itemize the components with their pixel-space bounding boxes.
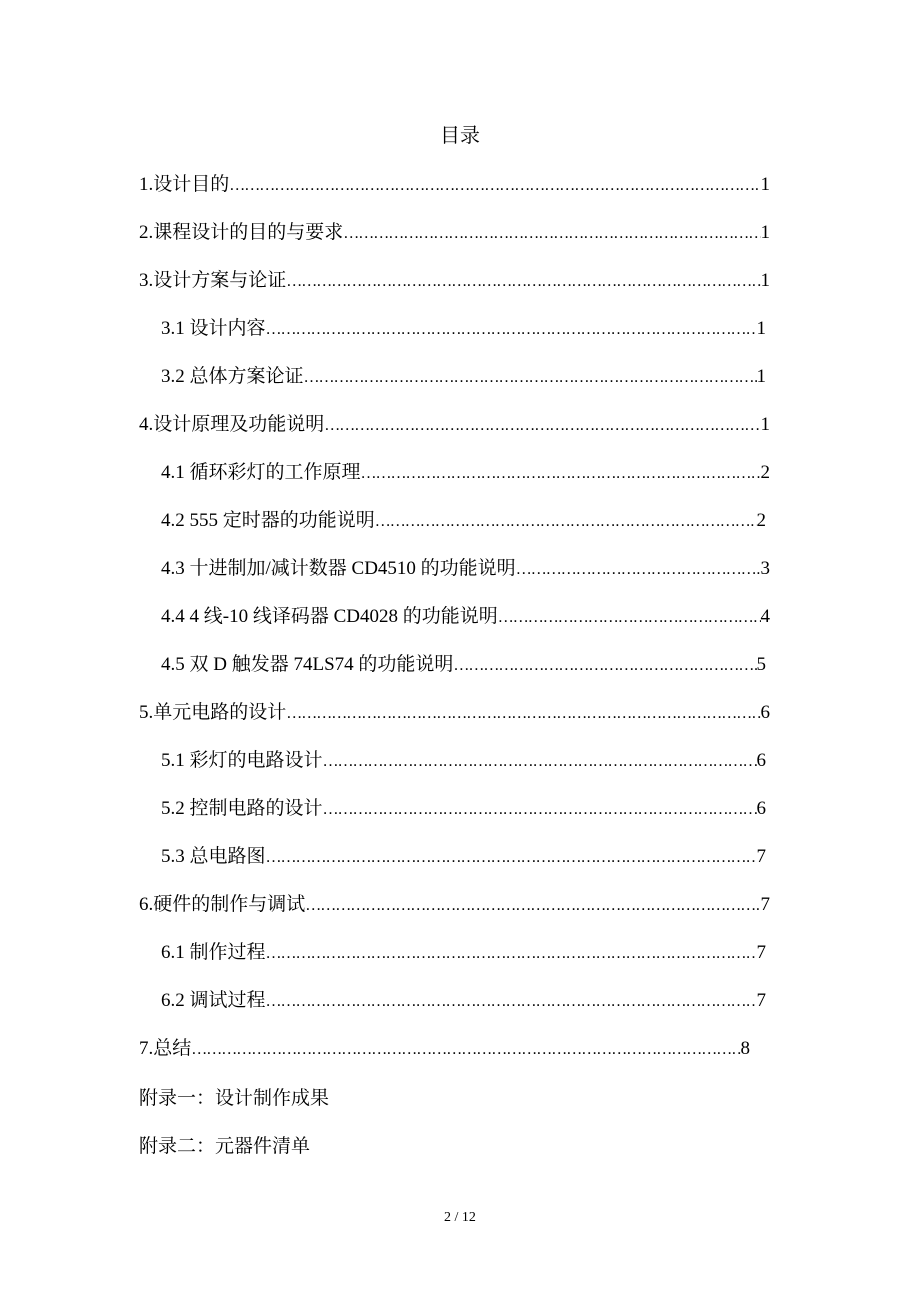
toc-entry-page: 5 xyxy=(756,654,766,675)
toc-leader-dots xyxy=(191,1035,740,1065)
toc-entry-text: 5.1 彩灯的电路设计 xyxy=(161,750,323,771)
toc-entry[interactable] xyxy=(161,986,766,1016)
toc-entry-page: 8 xyxy=(740,1038,750,1059)
toc-entry-page: 1 xyxy=(760,270,770,291)
page-title: 目录 xyxy=(440,125,480,147)
toc-entry-page: 7 xyxy=(756,942,766,963)
toc-entry[interactable] xyxy=(139,218,770,248)
toc-leader-dots xyxy=(266,987,757,1017)
toc-entry[interactable] xyxy=(161,314,766,344)
toc-leader-dots xyxy=(229,171,760,201)
toc-leader-dots xyxy=(286,267,760,297)
toc-entry-page: 2 xyxy=(756,510,766,531)
toc-entry-page: 4 xyxy=(760,606,770,627)
toc-entry[interactable] xyxy=(139,266,770,296)
appendix-item: 附录一：设计制作成果 xyxy=(139,1088,330,1109)
toc-entry-text: 6.1 制作过程 xyxy=(161,942,266,963)
toc-leader-dots xyxy=(453,651,756,681)
toc-entry-text: 4.设计原理及功能说明 xyxy=(139,414,325,435)
toc-entry-page: 1 xyxy=(760,222,770,243)
toc-leader-dots xyxy=(304,363,757,393)
toc-entry-text: 4.5 双 D 触发器 74LS74 的功能说明 xyxy=(161,654,454,675)
toc-entry-page: 1 xyxy=(756,366,766,387)
toc-entry-page: 6 xyxy=(756,798,766,819)
toc-entry-page: 1 xyxy=(760,414,770,435)
toc-entry-text: 2.课程设计的目的与要求 xyxy=(139,222,344,243)
toc-entry-text: 4.1 循环彩灯的工作原理 xyxy=(161,462,361,483)
toc-leader-dots xyxy=(305,891,760,921)
toc-leader-dots xyxy=(323,795,757,825)
toc-entry[interactable] xyxy=(161,458,770,488)
appendix-item: 附录二：元器件清单 xyxy=(139,1136,311,1157)
toc-entry-text: 3.2 总体方案论证 xyxy=(161,366,304,387)
toc-leader-dots xyxy=(343,219,760,249)
toc-entry-text: 7.总结 xyxy=(139,1038,192,1059)
toc-entry-page: 1 xyxy=(756,318,766,339)
toc-entry-text: 5.2 控制电路的设计 xyxy=(161,798,323,819)
toc-entry-page: 7 xyxy=(756,990,766,1011)
toc-leader-dots xyxy=(361,459,761,489)
toc-entry-page: 1 xyxy=(760,174,770,195)
toc-entry-text: 5.单元电路的设计 xyxy=(139,702,287,723)
toc-entry-text: 6.硬件的制作与调试 xyxy=(139,894,306,915)
toc-entry-text: 5.3 总电路图 xyxy=(161,846,266,867)
toc-entry[interactable] xyxy=(161,506,766,536)
toc-leader-dots xyxy=(266,939,757,969)
toc-entry-page: 7 xyxy=(756,846,766,867)
toc-entry-text: 3.设计方案与论证 xyxy=(139,270,287,291)
toc-entry[interactable] xyxy=(161,746,766,776)
toc-entry-page: 2 xyxy=(760,462,770,483)
toc-leader-dots xyxy=(266,843,757,873)
toc-leader-dots xyxy=(323,747,757,777)
toc-leader-dots xyxy=(324,411,760,441)
toc-entry[interactable] xyxy=(161,650,766,680)
toc-entry-page: 6 xyxy=(760,702,770,723)
toc-entry-page: 7 xyxy=(760,894,770,915)
toc-entry-text: 4.4 4 线-10 线译码器 CD4028 的功能说明 xyxy=(161,606,498,627)
toc-entry[interactable] xyxy=(161,602,770,632)
toc-entry[interactable] xyxy=(161,938,766,968)
toc-entry[interactable] xyxy=(161,842,766,872)
toc-entry[interactable] xyxy=(139,410,770,440)
toc-entry[interactable] xyxy=(161,794,766,824)
toc-entry[interactable] xyxy=(139,1034,750,1064)
toc-entry[interactable] xyxy=(139,170,770,200)
toc-entry-text: 3.1 设计内容 xyxy=(161,318,266,339)
toc-entry-text: 6.2 调试过程 xyxy=(161,990,266,1011)
toc-leader-dots xyxy=(498,603,761,633)
toc-entry-text: 4.2 555 定时器的功能说明 xyxy=(161,510,375,531)
toc-entry[interactable] xyxy=(139,890,770,920)
toc-leader-dots xyxy=(375,507,757,537)
toc-leader-dots xyxy=(286,699,760,729)
toc-leader-dots xyxy=(266,315,757,345)
toc-entry-page: 6 xyxy=(756,750,766,771)
toc-entry-text: 1.设计目的 xyxy=(139,174,230,195)
toc-entry-page: 3 xyxy=(760,558,770,579)
toc-entry[interactable] xyxy=(161,362,766,392)
toc-leader-dots xyxy=(516,555,761,585)
toc-entry[interactable] xyxy=(161,554,770,584)
toc-entry[interactable] xyxy=(139,698,770,728)
toc-entry-text: 4.3 十进制加/减计数器 CD4510 的功能说明 xyxy=(161,558,516,579)
page-number-indicator: 2 / 12 xyxy=(444,1210,476,1225)
